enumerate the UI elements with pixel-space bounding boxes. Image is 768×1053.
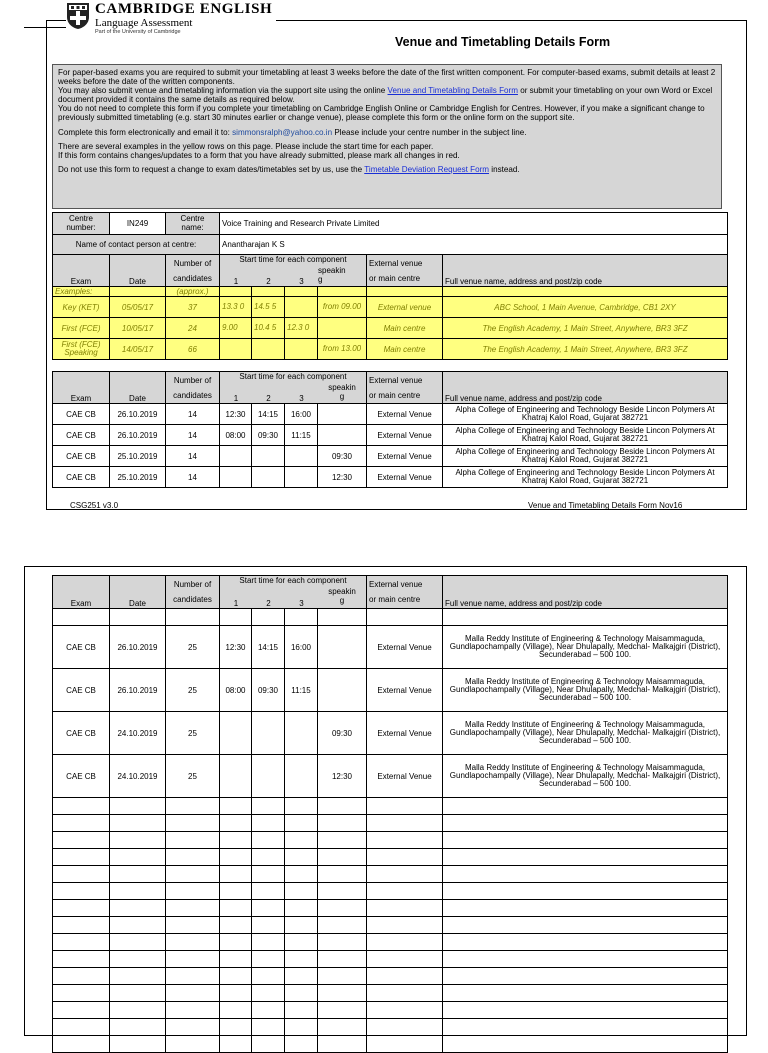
timetable-table-2 [52,575,728,1053]
instruction-6: If this form contains changes/updates to a form that you have already submitted, please mark all changes in red. [58,150,460,160]
example-row: First (FCE) 10/05/17 24 9.00 10.4 5 12.3 0 Main centre The English Academy, 1 Main Street, Anywhere, BR3 3FZ [53,318,728,339]
instruction-1: For paper-based exams you are required to submit your timetabling at least 3 weeks before the date of the first written component. For computer-based exams, submit details at least 2 weeks before the date of the written components. [58,68,716,87]
centre-and-examples-table [52,212,728,360]
org-sub: Language Assessment [95,17,193,29]
table-row[interactable]: CAE CB 26.10.2019 25 08:00 09:30 11:15 External Venue Malla Reddy Institute of Engineering & Technology Maisammaguda, Gundlapochampally (Village), Near Dhulapally, Medchal- Malkajgiri (District), Secunderabad – 500 100. [53,669,728,712]
table-row[interactable] [53,1019,728,1036]
examples-label-row: Examples: (approx.) [53,287,728,297]
table-row[interactable] [53,951,728,968]
form-title: Venue and Timetabling Details Form [395,35,611,49]
example-row: Key (KET) 05/05/17 37 13.3 0 14.5 5 from 09.00 External venue ABC School, 1 Main Avenue, Cambridge, CB1 2XY [53,297,728,318]
centre-name-label: Centre name: [166,213,220,235]
instruction-5: There are several examples in the yellow rows on this page. Please include the start time for each paper. [58,141,434,151]
centre-number-label: Centre number: [53,213,110,235]
table-row[interactable]: CAE CB 25.10.2019 14 09:30 External Venue Alpha College of Engineering and Technology Beside Lincon Polymers At Khatraj Kalol Road, Gujarat 382721 [53,446,728,467]
centre-name-field[interactable]: Voice Training and Research Private Limited [220,213,728,235]
table-row[interactable]: CAE CB 25.10.2019 14 12:30 External Venue Alpha College of Engineering and Technology Beside Lincon Polymers At Khatraj Kalol Road, Gujarat 382721 [53,467,728,488]
table-row[interactable] [53,815,728,832]
contact-email[interactable]: simmonsralph@yahoo.co.in [232,127,333,137]
table-header-row: Exam Date Number of candidates Start time for each component 1 2 3 speakin g External venue or main centre Full venue name, address and post/zip code [53,576,728,609]
table-row[interactable] [53,832,728,849]
table-row[interactable]: CAE CB 26.10.2019 14 12:30 14:15 16:00 External Venue Alpha College of Engineering and Technology Beside Lincon Polymers At Khatraj Kalol Road, Gujarat 382721 [53,404,728,425]
table-row[interactable] [53,883,728,900]
table-row[interactable]: CAE CB 24.10.2019 25 09:30 External Venue Malla Reddy Institute of Engineering & Technology Maisammaguda, Gundlapochampally (Village), Near Dhulapally, Medchal- Malkajgiri (District), Secunderabad – 500 100. [53,712,728,755]
table-row[interactable] [53,900,728,917]
instruction-2: You may also submit venue and timetabling information via the support site using the online Venue and Timetabling Details Form or submit your timetabling on your own Word or Excel document provided it contains the same details as required below. [58,86,713,105]
example-row: First (FCE) Speaking 14/05/17 66 from 13.00 Main centre The English Academy, 1 Main Street, Anywhere, BR3 3FZ [53,339,728,360]
timetable-table-1 [52,371,728,488]
contact-person-label: Name of contact person at centre: [53,235,220,255]
org-name: CAMBRIDGE ENGLISH [95,1,273,17]
table-row[interactable]: CAE CB 26.10.2019 14 08:00 09:30 11:15 External Venue Alpha College of Engineering and Technology Beside Lincon Polymers At Khatraj Kalol Road, Gujarat 382721 [53,425,728,446]
table-row[interactable] [53,849,728,866]
crest-icon [66,2,90,30]
instruction-3: You do not need to complete this form if you complete your timetabling on Cambridge English Online or Cambridge English for Centres. However, if you make a significant change to previously submitted timetabling (e.g. start 30 minutes earlier or change venue), please complete this form or the online form on the support site. [58,104,705,123]
table-row[interactable]: CAE CB 26.10.2019 25 12:30 14:15 16:00 External Venue Malla Reddy Institute of Engineering & Technology Maisammaguda, Gundlapochampally (Village), Near Dhulapally, Medchal- Malkajgiri (District), Secunderabad – 500 100. [53,626,728,669]
table-row[interactable] [53,1036,728,1053]
table-row[interactable] [53,866,728,883]
form-code: CSG251 v3.0 [70,501,119,510]
cambridge-logo [66,2,276,34]
table-row[interactable] [53,968,728,985]
instructions-box [52,64,722,209]
table-header-row: Exam Date Number of candidates Start time for each component 1 2 3 speakin g External venue or main centre Full venue name, address and post/zip code [53,372,728,404]
table-row[interactable] [53,609,728,626]
instruction-4: Complete this form electronically and email it to: simmonsralph@yahoo.co.in Please include your centre number in the subject line. [58,127,527,137]
table-row[interactable] [53,985,728,1002]
examples-header-row: Exam Date Number of candidates Start time for each component 1 2 3 speakin g External venue or main centre Full venue name, address and post/zip code [53,255,728,287]
centre-number-field[interactable]: IN249 [110,213,166,235]
table-row[interactable]: CAE CB 24.10.2019 25 12:30 External Venue Malla Reddy Institute of Engineering & Technology Maisammaguda, Gundlapochampally (Village), Near Dhulapally, Medchal- Malkajgiri (District), Secunderabad – 500 100. [53,755,728,798]
venue-form-link[interactable]: Venue and Timetabling Details Form [387,86,518,96]
table-row[interactable] [53,917,728,934]
deviation-form-link[interactable]: Timetable Deviation Request Form [364,164,490,174]
contact-person-field[interactable]: Anantharajan K S [220,235,728,255]
instruction-7: Do not use this form to request a change to exam dates/timetables set by us, use the Timetable Deviation Request Form instead. [58,164,520,174]
form-version: Venue and Timetabling Details Form Nov16 [528,501,683,510]
table-row[interactable] [53,798,728,815]
table-row[interactable] [53,934,728,951]
org-part: Part of the University of Cambridge [95,29,181,35]
table-row[interactable] [53,1002,728,1019]
